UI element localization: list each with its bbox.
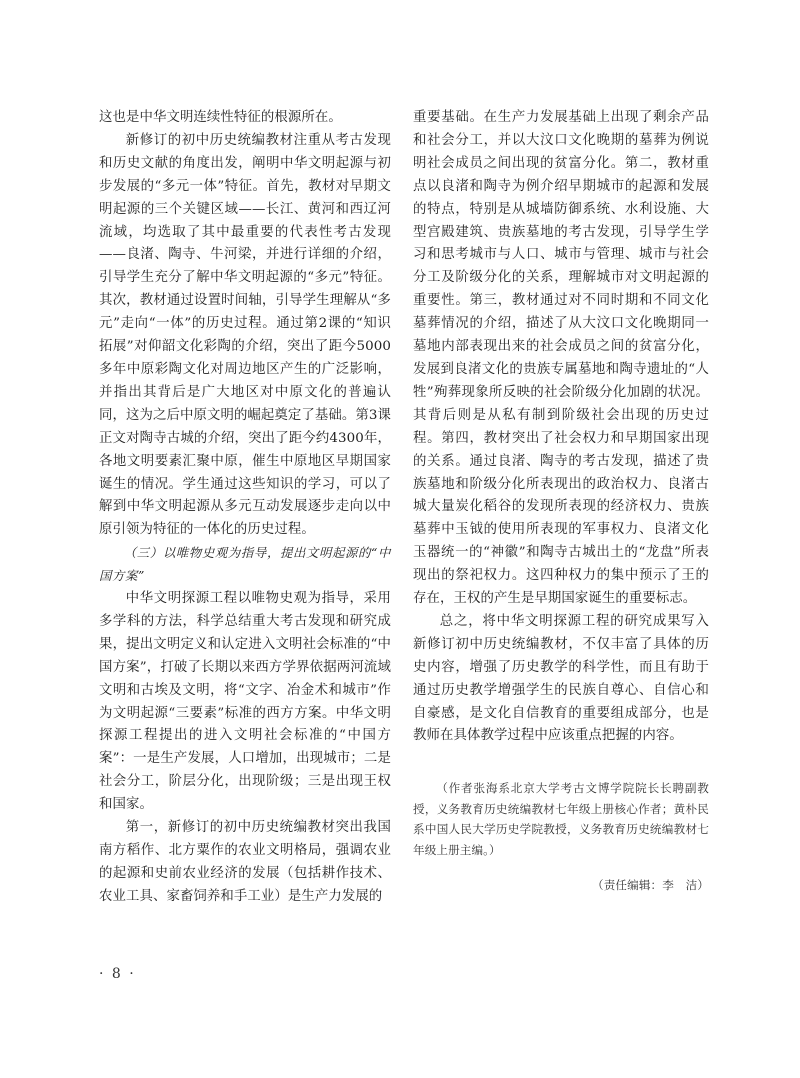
paragraph-first-point: 第一，新修订的初中历史统编教材突出我国南方稻作、北方粟作的农业文明格局，强调农业的起源和史前农业经济的发展（包括耕作技术、农业工具、家畜饲养和手工业）是生产力发展的 [99, 820, 391, 904]
responsible-editor: （责任编辑：李 洁） [592, 878, 709, 892]
paragraph-chinese-approach: 中华文明探源工程以唯物史观为指导，采用多学科的方法，科学总结重大考古发现和研究成果，提出文明定义和认定进入文明社会标准的“中国方案”，打破了长期以来西方学界依据两河流域文明和古埃及文明，将“文字、冶金术和城市”作为文明起源“三要素”标准的西方方案。中华文明探源工程提出的进入文明社会标准的“中国方案”：一是生产发展，人口增加，出现城市；二是社会分工，阶层分化，出现阶级；三是出现王权和国家。 [99, 591, 391, 813]
paragraph-pluralistic-unity: 新修订的初中历史统编教材注重从考古发现和历史文献的角度出发，阐明中华文明起源与初步发展的“多元一体”特征。首先，教材对早期文明起源的三个关键区域——长江、黄河和西辽河流域，均选取了其中最重要的代表性考古发现——良渚、陶寺、牛河梁，并进行详细的介绍，引导学生充分了解中华文明起源的“多元”特征。其次，教材通过设置时间轴，引导学生理解从“多元”走向“一体”的历史过程。通过第2课的“知识拓展”对仰韶文化彩陶的介绍，突出了距今5000多年中原彩陶文化对周边地区产生的广泛影响，并指出其背后是广大地区对中原文化的普遍认同，这为之后中原文明的崛起奠定了基础。第3课正文对陶寺古城的介绍，突出了距今约4300年，各地文明要素汇聚中原，催生中原地区早期国家诞生的情况。学生通过这些知识的学习，可以了解到中华文明起源从多元互动发展逐步走向以中原引领为特征的一体化的历史过程。 [99, 132, 391, 538]
page-number: · 8 · [99, 966, 136, 982]
section-subheading: （三）以唯物史观为指导，提出文明起源的“中国方案” [99, 545, 391, 584]
author-note: （作者张海系北京大学考古文博学院院长长聘副教授，义务教育历史统编教材七年级上册核心作者；黄朴民系中国人民大学历史学院教授，义务教育历史统编教材七年级上册主编。） [413, 781, 709, 857]
right-column [413, 107, 709, 897]
paragraph-continuation: 这也是中华文明连续性特征的根源所在。 [99, 110, 342, 125]
left-column [99, 107, 391, 909]
paragraph-conclusion: 总之，将中华文明探源工程的研究成果写入新修订初中历史统编教材，不仅丰富了具体的历史内容，增强了历史教学的科学性，而且有助于通过历史教学增强学生的民族自尊心、自信心和自豪感，是文化自信教育的重要组成部分，也是教师在具体教学过程中应该重点把握的内容。 [413, 613, 709, 744]
paragraph-four-points: 重要基础。在生产力发展基础上出现了剩余产品和社会分工，并以大汶口文化晚期的墓葬为例说明社会成员之间出现的贫富分化。第二，教材重点以良渚和陶寺为例介绍早期城市的起源和发展的特点，特别是从城墙防御系统、水利设施、大型宫殿建筑、贵族墓地的考古发现，引导学生学习和思考城市与人口、城市与管理、城市与社会分工及阶级分化的关系，理解城市对文明起源的重要性。第三，教材通过对不同时期和不同文化墓葬情况的介绍，描述了从大汶口文化晚期同一墓地内部表现出来的社会成员之间的贫富分化，发展到良渚文化的贵族专属墓地和陶寺遗址的“人牲”殉葬现象所反映的社会阶级分化加剧的状况。其背后则是从私有制到阶级社会出现的历史过程。第四，教材突出了社会权力和早期国家出现的关系。通过良渚、陶寺的考古发现，描述了贵族墓地和阶级分化所表现出的政治权力、良渚古城大量炭化稻谷的发现所表现的经济权力、贵族墓葬中玉钺的使用所表现的军事权力、良渚文化玉器统一的“神徽”和陶寺古城出土的“龙盘”所表现出的祭祀权力。这四种权力的集中预示了王的存在，王权的产生是早期国家诞生的重要标志。 [413, 110, 709, 607]
